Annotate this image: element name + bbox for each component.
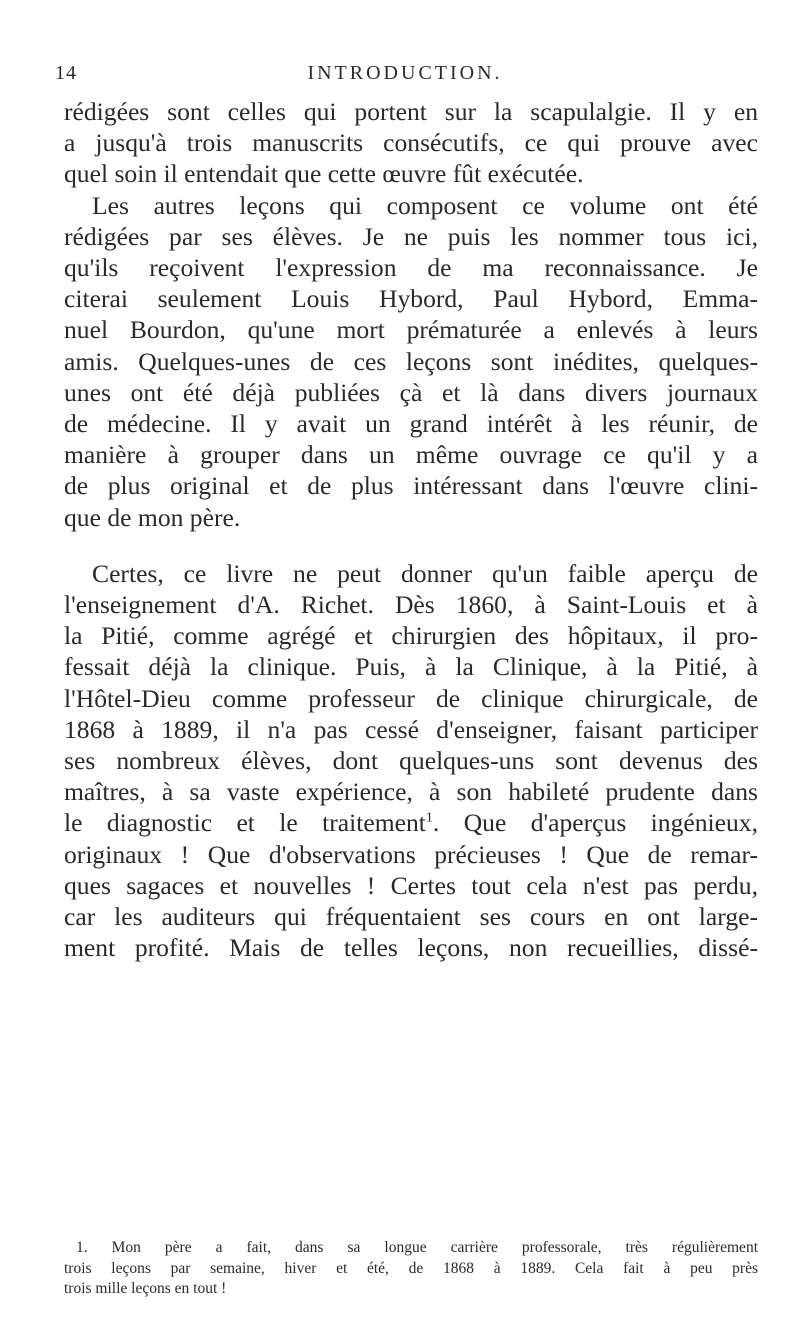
text-line: Les autres leçons qui composent ce volume ont été (92, 190, 758, 220)
text-segment: . Que d'aperçus ingénieux, (432, 808, 758, 838)
text-line: fessait déjà la clinique. Puis, à la Clinique, à la Pitié, à (64, 652, 758, 682)
body-text (64, 96, 758, 963)
text-line: de médecine. Il y avait un grand intérêt à les réunir, de (64, 409, 758, 439)
paragraph (64, 96, 758, 190)
text-line: 1868 à 1889, il n'a pas cessé d'enseigner, faisant participer (64, 714, 758, 744)
text-line: manière à grouper dans un même ouvrage ce qu'il y a (64, 440, 758, 470)
paragraph (64, 190, 758, 533)
footnote-line: 1. Mon père a fait, dans sa longue carrière professorale, très régulièrement (76, 1239, 758, 1256)
text-line: maîtres, à sa vaste expérience, à son habileté prudente dans (64, 777, 758, 807)
running-head (55, 62, 755, 88)
text-line: ses nombreux élèves, dont quelques-uns sont devenus des (64, 746, 758, 776)
footnote-line: trois mille leçons en tout ! (64, 1280, 227, 1297)
text-line: la Pitié, comme agrégé et chirurgien des hôpitaux, il pro- (64, 621, 758, 651)
text-line: nuel Bourdon, qu'une mort prématurée a enlevés à leurs (64, 315, 758, 345)
page-number: 14 (55, 62, 77, 84)
text-line: a jusqu'à trois manuscrits consécutifs, ce qui prouve avec (64, 128, 758, 158)
text-line: que de mon père. (64, 502, 241, 532)
text-line: l'enseignement d'A. Richet. Dès 1860, à Saint-Louis et à (64, 590, 758, 620)
text-segment: le diagnostic et le traitement (64, 808, 426, 838)
footnote-line: trois leçons par semaine, hiver et été, de 1868 à 1889. Cela fait à peu près (64, 1259, 758, 1277)
text-line: amis. Quelques-unes de ces leçons sont inédites, quelques- (64, 346, 758, 376)
text-line: de plus original et de plus intéressant dans l'œuvre clini- (64, 471, 758, 501)
footnote-marker[interactable]: 1 (425, 810, 433, 826)
text-line: rédigées par ses élèves. Je ne puis les nommer tous ici, (64, 221, 758, 251)
text-line: quel soin il entendait que cette œuvre fût exécutée. (64, 159, 584, 189)
text-line: qu'ils reçoivent l'expression de ma reconnaissance. Je (64, 253, 758, 283)
text-line: ment profité. Mais de telles leçons, non recueillies, dissé- (64, 933, 758, 963)
text-line: unes ont été déjà publiées çà et là dans divers journaux (64, 377, 758, 407)
text-line-with-footnote (64, 807, 758, 838)
text-line: originaux ! Que d'observations précieuses ! Que de remar- (64, 839, 758, 869)
running-title: INTRODUCTION. (307, 62, 503, 84)
text-line: ques sagaces et nouvelles ! Certes tout cela n'est pas perdu, (64, 870, 758, 900)
text-line: rédigées sont celles qui portent sur la scapulalgie. Il y en (64, 97, 758, 126)
footnote (64, 1238, 758, 1300)
footnotes (64, 1238, 758, 1300)
text-line: car les auditeurs qui fréquentaient ses cours en ont large- (64, 902, 758, 932)
text-line: citerai seulement Louis Hybord, Paul Hybord, Emma- (64, 284, 758, 314)
text-line: l'Hôtel-Dieu comme professeur de clinique chirurgicale, de (64, 683, 758, 713)
paragraph (64, 558, 758, 964)
text-line: Certes, ce livre ne peut donner qu'un faible aperçu de (92, 558, 758, 588)
